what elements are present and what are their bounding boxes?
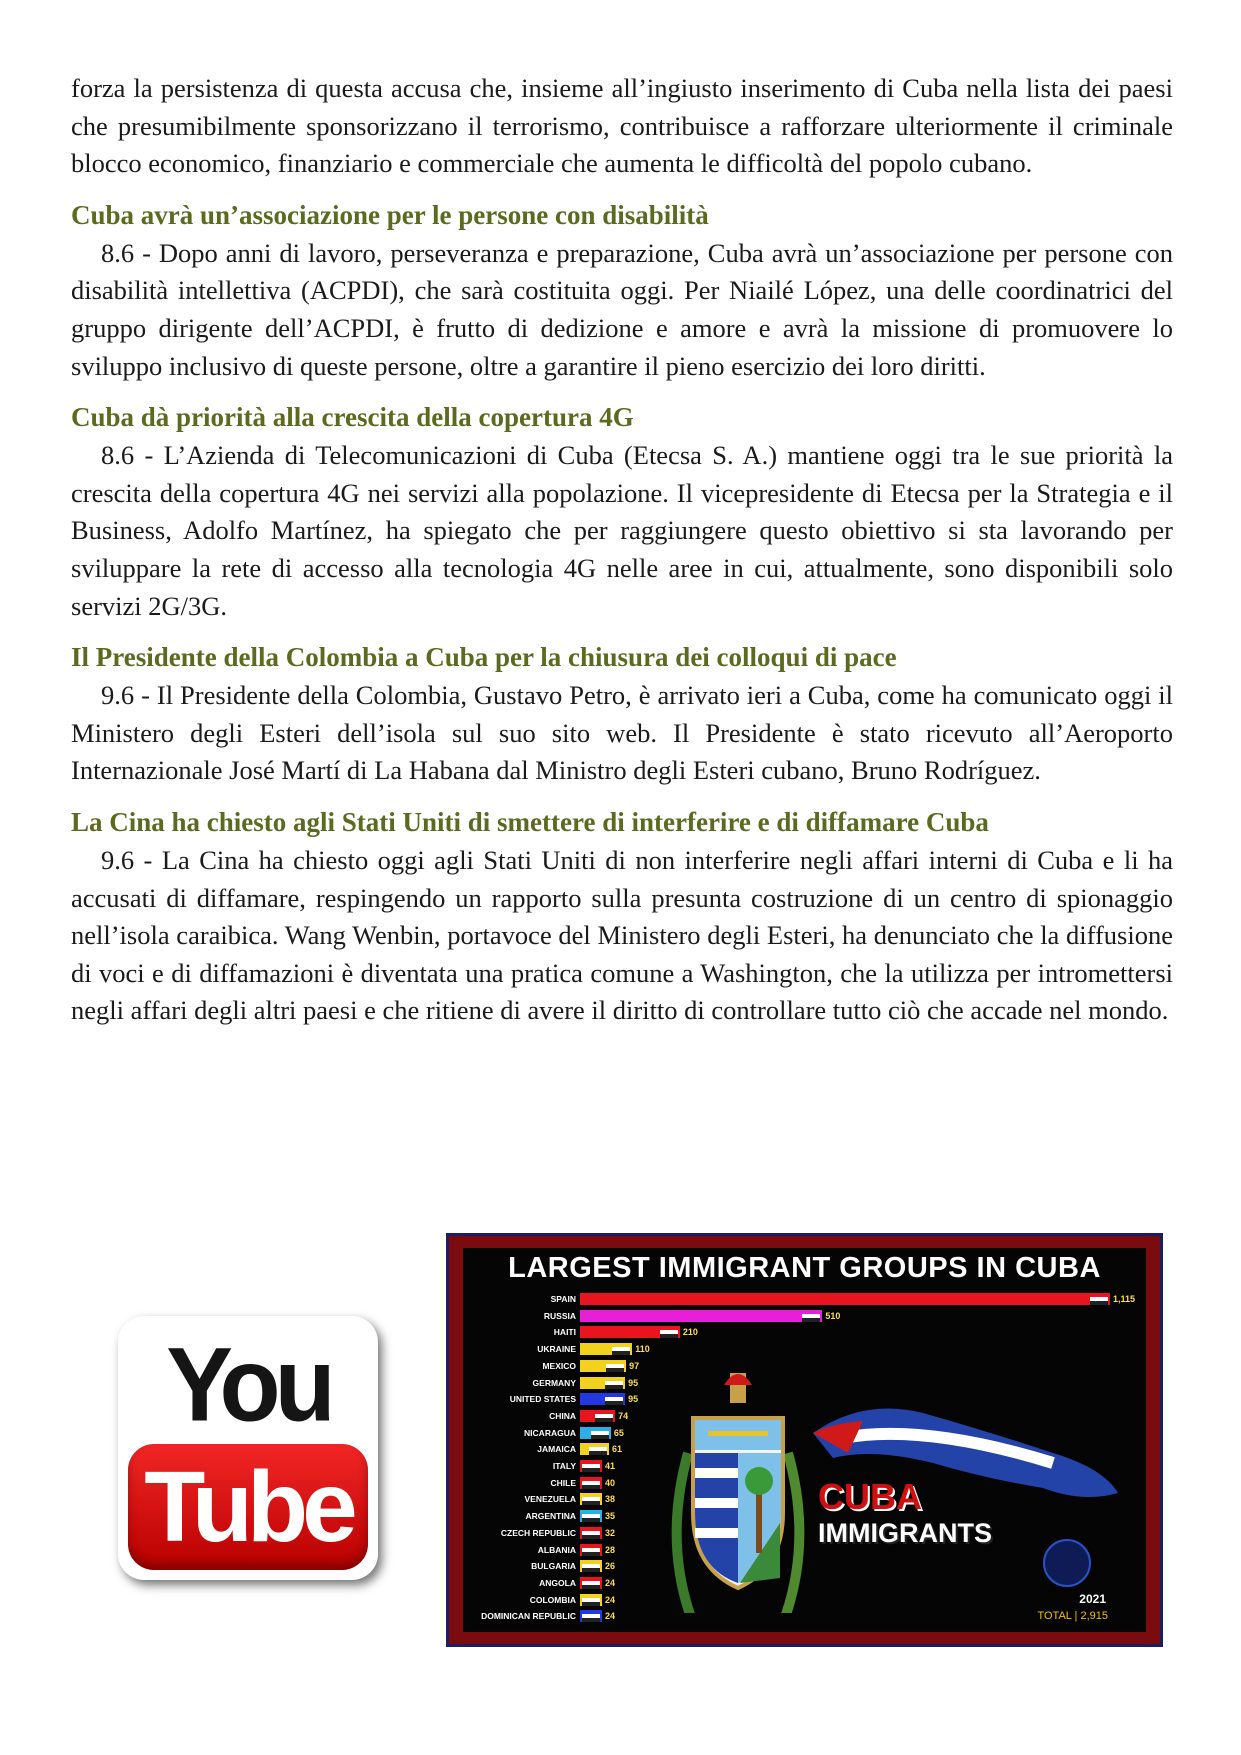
country-flag-icon bbox=[582, 1610, 600, 1622]
infographic-year: 2021 bbox=[1079, 1592, 1106, 1606]
bar-value-label: 40 bbox=[605, 1477, 616, 1488]
bar-country-label: ALBANIA bbox=[537, 1544, 576, 1555]
country-flag-icon bbox=[582, 1594, 600, 1606]
bar bbox=[580, 1293, 1110, 1305]
bar-country-label: VENEZUELA bbox=[524, 1494, 576, 1505]
bar-country-label: DOMINICAN REPUBLIC bbox=[481, 1611, 576, 1622]
article-heading: Cuba dà priorità alla crescita della copertura 4G bbox=[71, 402, 634, 433]
country-flag-icon bbox=[582, 1493, 600, 1505]
bar-country-label: CZECH REPUBLIC bbox=[500, 1527, 576, 1538]
country-flag-icon bbox=[589, 1443, 607, 1455]
infographic-total: TOTAL | 2,915 bbox=[1037, 1610, 1108, 1622]
bar-value-label: 35 bbox=[605, 1511, 616, 1522]
bar-value-label: 110 bbox=[635, 1344, 650, 1355]
country-flag-icon bbox=[595, 1410, 613, 1422]
bar-country-label: BULGARIA bbox=[531, 1561, 576, 1572]
article-body: 8.6 - Dopo anni di lavoro, perseveranza e preparazione, Cuba avrà un’associazione per persone con disabilità intellettiva (ACPDI), che sarà costituita oggi. Per Niailé López, una delle coordinatrici del gruppo dirigente dell’ACPDI, è frutto di dedizione e amore e avrà la missione di promuovere lo sviluppo inclusivo di queste persone, oltre a garantire il pieno esercizio dei loro diritti. bbox=[71, 237, 1173, 381]
article-body: 9.6 - Il Presidente della Colombia, Gustavo Petro, è arrivato ieri a Cuba, come ha comunicato oggi il Ministero degli Esteri dell’isola sul suo sito web. Il Presidente è stato ricevuto all’Aeroporto Internazionale José Martí di La Habana dal Ministro degli Esteri cubano, Bruno Rodríguez. bbox=[71, 680, 1173, 786]
country-flag-icon bbox=[582, 1460, 600, 1472]
bar-country-label: UNITED STATES bbox=[509, 1394, 576, 1405]
bar-value-label: 28 bbox=[605, 1544, 616, 1555]
channel-badge-icon bbox=[1043, 1539, 1091, 1587]
bar-country-label: GERMANY bbox=[532, 1377, 576, 1388]
country-flag-icon bbox=[605, 1377, 623, 1389]
infographic-title: LARGEST IMMIGRANT GROUPS IN CUBA bbox=[508, 1252, 1101, 1284]
bar-country-label: COLOMBIA bbox=[529, 1594, 576, 1605]
bar-country-label: SPAIN bbox=[550, 1294, 576, 1304]
immigrant-groups-infographic[interactable] bbox=[446, 1233, 1163, 1647]
country-flag-icon bbox=[802, 1310, 820, 1322]
article-heading: Il Presidente della Colombia a Cuba per la chiusura dei colloqui di pace bbox=[71, 642, 897, 673]
country-flag-icon bbox=[591, 1427, 609, 1439]
bar-country-label: RUSSIA bbox=[543, 1310, 576, 1321]
bar-value-label: 1,115 bbox=[1113, 1294, 1136, 1304]
bar-value-label: 41 bbox=[605, 1461, 616, 1471]
youtube-logo-red-box bbox=[128, 1444, 368, 1570]
country-flag-icon bbox=[660, 1326, 678, 1338]
country-flag-icon bbox=[582, 1510, 600, 1522]
bar-row bbox=[463, 1342, 1146, 1356]
country-flag-icon bbox=[582, 1560, 600, 1572]
country-flag-icon bbox=[1090, 1293, 1108, 1305]
bar-value-label: 95 bbox=[628, 1394, 639, 1405]
country-flag-icon bbox=[582, 1577, 600, 1589]
article-heading: Cuba avrà un’associazione per le persone con disabilità bbox=[71, 199, 709, 230]
bar-country-label: HAITI bbox=[553, 1327, 576, 1338]
bar-country-label: NICARAGUA bbox=[524, 1427, 576, 1438]
bar-value-label: 65 bbox=[613, 1427, 624, 1438]
bar-value-label: 24 bbox=[605, 1577, 616, 1588]
youtube-logo[interactable] bbox=[118, 1316, 378, 1580]
country-flag-icon bbox=[606, 1360, 624, 1372]
article-colombia bbox=[71, 637, 1173, 790]
infographic-overlay-subtitle: IMMIGRANTS bbox=[818, 1518, 992, 1548]
bar-value-label: 510 bbox=[825, 1310, 841, 1321]
bar-value-label: 95 bbox=[628, 1377, 639, 1388]
bar-value-label: 32 bbox=[605, 1527, 616, 1538]
infographic-panel bbox=[463, 1248, 1146, 1632]
country-flag-icon bbox=[605, 1393, 623, 1405]
article-body: 9.6 - La Cina ha chiesto oggi agli Stati Uniti di non interferire negli affari interni di Cuba e li ha accusati di diffamare, respingendo un rapporto sulla presunta costruzione di un centro di spionaggio nell’isola caraibica. Wang Wenbin, portavoce del Ministero degli Esteri, ha denunciato che la diffusione di voci e di diffamazioni è diventata una pratica comune a Washington, che la utilizza per intromettersi negli affari degli altri paesi e che ritiene di avere il diritto di controllare tutto ciò che accade nel mondo. bbox=[71, 844, 1173, 1026]
bar-value-label: 24 bbox=[605, 1611, 616, 1622]
article-china bbox=[71, 802, 1173, 1030]
bar-country-label: UKRAINE bbox=[537, 1344, 576, 1355]
country-flag-icon bbox=[582, 1477, 600, 1489]
bar-country-label: ITALY bbox=[552, 1461, 576, 1471]
country-flag-icon bbox=[582, 1544, 600, 1556]
article-disability bbox=[71, 195, 1173, 385]
infographic-overlay-title: CUBA bbox=[818, 1476, 922, 1517]
article-4g bbox=[71, 397, 1173, 625]
bar-country-label: JAMAICA bbox=[537, 1444, 576, 1455]
bar-country-label: MEXICO bbox=[542, 1360, 576, 1371]
page-content bbox=[71, 70, 1173, 1030]
youtube-logo-bottom-text: Tube bbox=[144, 1451, 352, 1563]
bar-value-label: 61 bbox=[611, 1444, 622, 1455]
bar-value-label: 97 bbox=[629, 1360, 640, 1371]
country-flag-icon bbox=[582, 1527, 600, 1539]
bar-country-label: CHINA bbox=[549, 1410, 576, 1421]
country-flag-icon bbox=[612, 1343, 630, 1355]
bar-value-label: 74 bbox=[618, 1410, 629, 1421]
bar-value-label: 24 bbox=[605, 1594, 616, 1605]
article-heading: La Cina ha chiesto agli Stati Uniti di smettere di interferire e di diffamare Cuba bbox=[71, 806, 989, 837]
bar-value-label: 210 bbox=[682, 1327, 698, 1338]
bar-value-label: 26 bbox=[605, 1561, 616, 1572]
bar-row bbox=[463, 1292, 1146, 1306]
bar-value-label: 38 bbox=[605, 1494, 616, 1505]
intro-paragraph: forza la persistenza di questa accusa che, insieme all’ingiusto inserimento di Cuba nella lista dei paesi che presumibilmente sponsorizzano il terrorismo, contribuisce a rafforzare ulteriormente il criminale blocco economico, finanziario e commerciale che aumenta le difficoltà del popolo cubano. bbox=[71, 73, 1173, 179]
bar-row bbox=[463, 1309, 1146, 1323]
cuba-coat-of-arms-icon bbox=[668, 1363, 808, 1613]
youtube-logo-top-text: You bbox=[166, 1326, 330, 1444]
bar bbox=[580, 1310, 822, 1322]
bar-country-label: ANGOLA bbox=[539, 1577, 576, 1588]
bar-country-label: CHILE bbox=[550, 1477, 576, 1488]
bar-country-label: ARGENTINA bbox=[525, 1511, 576, 1522]
bar-row bbox=[463, 1325, 1146, 1339]
article-body: 8.6 - L’Azienda di Telecomunicazioni di Cuba (Etecsa S. A.) mantiene oggi tra le sue priorità la crescita della copertura 4G nei servizi alla popolazione. Il vicepresidente di Etecsa per la Strategia e il Business, Adolfo Martínez, ha spiegato che per raggiungere questo obiettivo si sta lavorando per sviluppare la rete di accesso alla tecnologia 4G nelle aree in cui, attualmente, sono disponibili solo servizi 2G/3G. bbox=[71, 440, 1173, 621]
